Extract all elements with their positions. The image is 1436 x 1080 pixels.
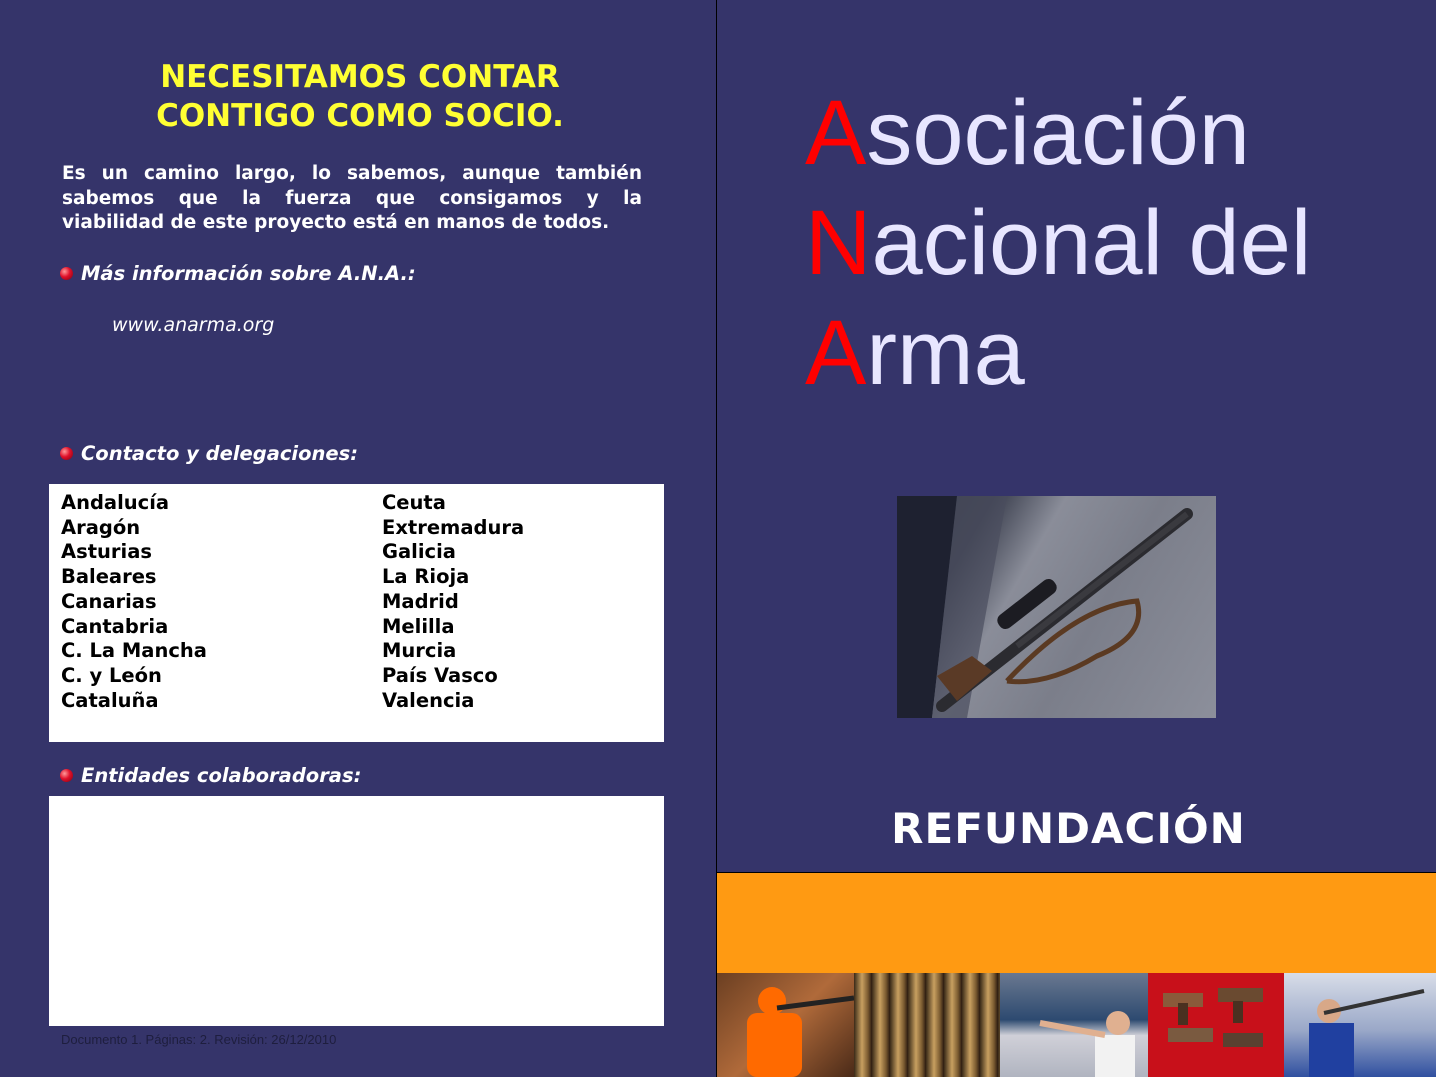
photo-strip — [717, 973, 1436, 1077]
region-item: Cataluña — [61, 688, 159, 712]
region-item: Ceuta — [382, 491, 446, 514]
region-item: Valencia — [382, 688, 475, 712]
region-item: Aragón — [61, 515, 141, 539]
intro-line-2: sabemos que la fuerza que consigamos y la — [62, 187, 642, 209]
title-line-2: Nacional del — [805, 192, 1312, 294]
collab-heading — [60, 764, 361, 787]
title-line-1: Asociación — [805, 82, 1250, 184]
region-item: Melilla — [382, 614, 455, 638]
region-item: C. La Mancha — [61, 639, 207, 663]
headline — [60, 58, 660, 136]
document-footer: Documento 1. Páginas: 2. Revisión: 26/12/2010 — [61, 1032, 337, 1047]
region-item: Galicia — [382, 540, 456, 564]
region-item: C. y León — [61, 663, 162, 687]
region-item: Andalucía — [61, 491, 170, 514]
regions-column-2 — [382, 491, 524, 713]
collab-heading-label: Entidades colaboradoras: — [81, 764, 362, 787]
region-item: Murcia — [382, 639, 457, 663]
orange-band — [717, 872, 1436, 974]
region-item: La Rioja — [382, 565, 470, 589]
region-item: Cantabria — [61, 614, 169, 638]
info-heading — [60, 262, 416, 285]
right-panel — [717, 0, 1436, 1078]
region-item: Asturias — [61, 540, 152, 564]
trap-shooter-photo — [1284, 973, 1436, 1077]
rifle-illustration — [897, 496, 1216, 718]
hunter-photo — [717, 973, 854, 1077]
red-bullet-icon — [60, 769, 73, 782]
region-item: Extremadura — [382, 515, 525, 539]
region-item: Baleares — [61, 565, 157, 589]
pistol-shooter-photo — [1000, 973, 1148, 1077]
left-panel — [0, 0, 716, 1078]
regions-column-1 — [61, 491, 207, 713]
website-link[interactable]: www.anarma.org — [112, 314, 275, 336]
bullets-photo — [854, 973, 1000, 1077]
headline-line-1: NECESITAMOS CONTAR — [160, 59, 560, 95]
association-title — [805, 78, 1311, 408]
rifle-photo — [897, 496, 1216, 718]
pistols-photo — [1148, 973, 1284, 1077]
intro-line-1: Es un camino largo, lo sabemos, aunque también — [62, 163, 642, 184]
intro-line-3: viabilidad de este proyecto está en manos de todos. — [62, 212, 610, 233]
headline-line-2: CONTIGO COMO SOCIO. — [156, 98, 564, 134]
info-heading-label: Más información sobre A.N.A.: — [81, 262, 416, 285]
contact-heading — [60, 442, 358, 465]
contact-heading-label: Contacto y delegaciones: — [81, 442, 358, 465]
regions-box — [49, 484, 664, 742]
red-bullet-icon — [60, 447, 73, 460]
refundacion-subtitle: REFUNDACIÓN — [891, 804, 1246, 853]
title-line-3: Arma — [805, 302, 1025, 404]
red-bullet-icon — [60, 267, 73, 280]
collaborators-box — [49, 796, 664, 1026]
region-item: Madrid — [382, 589, 459, 613]
region-item: Canarias — [61, 589, 157, 613]
intro-paragraph — [62, 162, 642, 236]
region-item: País Vasco — [382, 663, 498, 687]
